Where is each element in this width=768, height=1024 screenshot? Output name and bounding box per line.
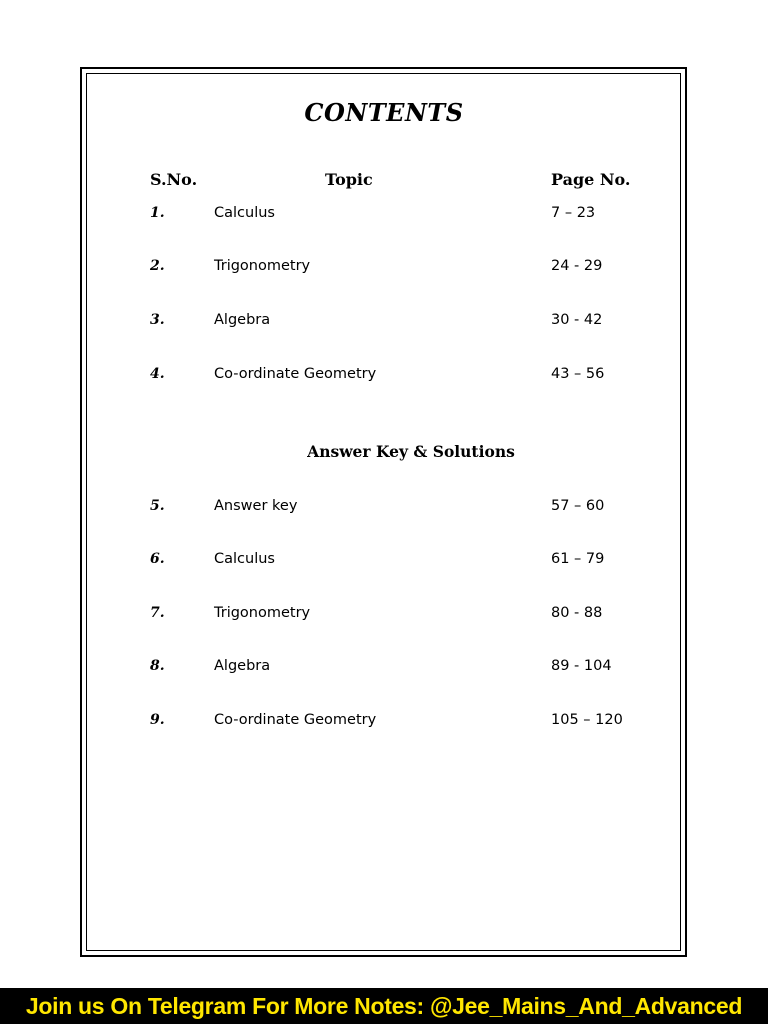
row-page: 30 - 42 bbox=[551, 312, 603, 328]
row-sno: 7. bbox=[150, 605, 165, 621]
contents-title: CONTENTS bbox=[304, 98, 464, 127]
toc-row bbox=[0, 258, 768, 278]
answer-key-heading: Answer Key & Solutions bbox=[307, 442, 515, 461]
telegram-banner: Join us On Telegram For More Notes: @Jee_Mains_And_Advanced bbox=[0, 988, 768, 1024]
row-page: 105 – 120 bbox=[551, 712, 623, 728]
row-page: 61 – 79 bbox=[551, 551, 605, 567]
row-topic: Calculus bbox=[214, 205, 275, 221]
row-sno: 4. bbox=[150, 366, 165, 382]
toc-row bbox=[0, 551, 768, 571]
row-sno: 6. bbox=[150, 551, 165, 567]
row-page: 80 - 88 bbox=[551, 605, 603, 621]
row-topic: Algebra bbox=[214, 312, 271, 328]
header-page: Page No. bbox=[551, 170, 631, 189]
header-topic: Topic bbox=[325, 170, 373, 189]
toc-row bbox=[0, 312, 768, 332]
header-sno: S.No. bbox=[150, 170, 198, 189]
row-topic: Answer key bbox=[214, 498, 298, 514]
row-page: 24 - 29 bbox=[551, 258, 603, 274]
row-sno: 1. bbox=[150, 205, 165, 221]
toc-row bbox=[0, 205, 768, 225]
row-sno: 5. bbox=[150, 498, 165, 514]
row-sno: 2. bbox=[150, 258, 165, 274]
row-topic: Co-ordinate Geometry bbox=[214, 712, 377, 728]
row-sno: 3. bbox=[150, 312, 165, 328]
row-topic: Co-ordinate Geometry bbox=[214, 366, 377, 382]
toc-row bbox=[0, 498, 768, 518]
row-page: 43 – 56 bbox=[551, 366, 605, 382]
row-topic: Trigonometry bbox=[214, 605, 311, 621]
row-sno: 9. bbox=[150, 712, 165, 728]
row-page: 7 – 23 bbox=[551, 205, 596, 221]
row-sno: 8. bbox=[150, 658, 165, 674]
toc-row bbox=[0, 658, 768, 678]
row-page: 89 - 104 bbox=[551, 658, 612, 674]
row-topic: Trigonometry bbox=[214, 258, 311, 274]
row-topic: Calculus bbox=[214, 551, 275, 567]
row-topic: Algebra bbox=[214, 658, 271, 674]
toc-row bbox=[0, 712, 768, 732]
toc-row bbox=[0, 366, 768, 386]
toc-row bbox=[0, 605, 768, 625]
row-page: 57 – 60 bbox=[551, 498, 605, 514]
